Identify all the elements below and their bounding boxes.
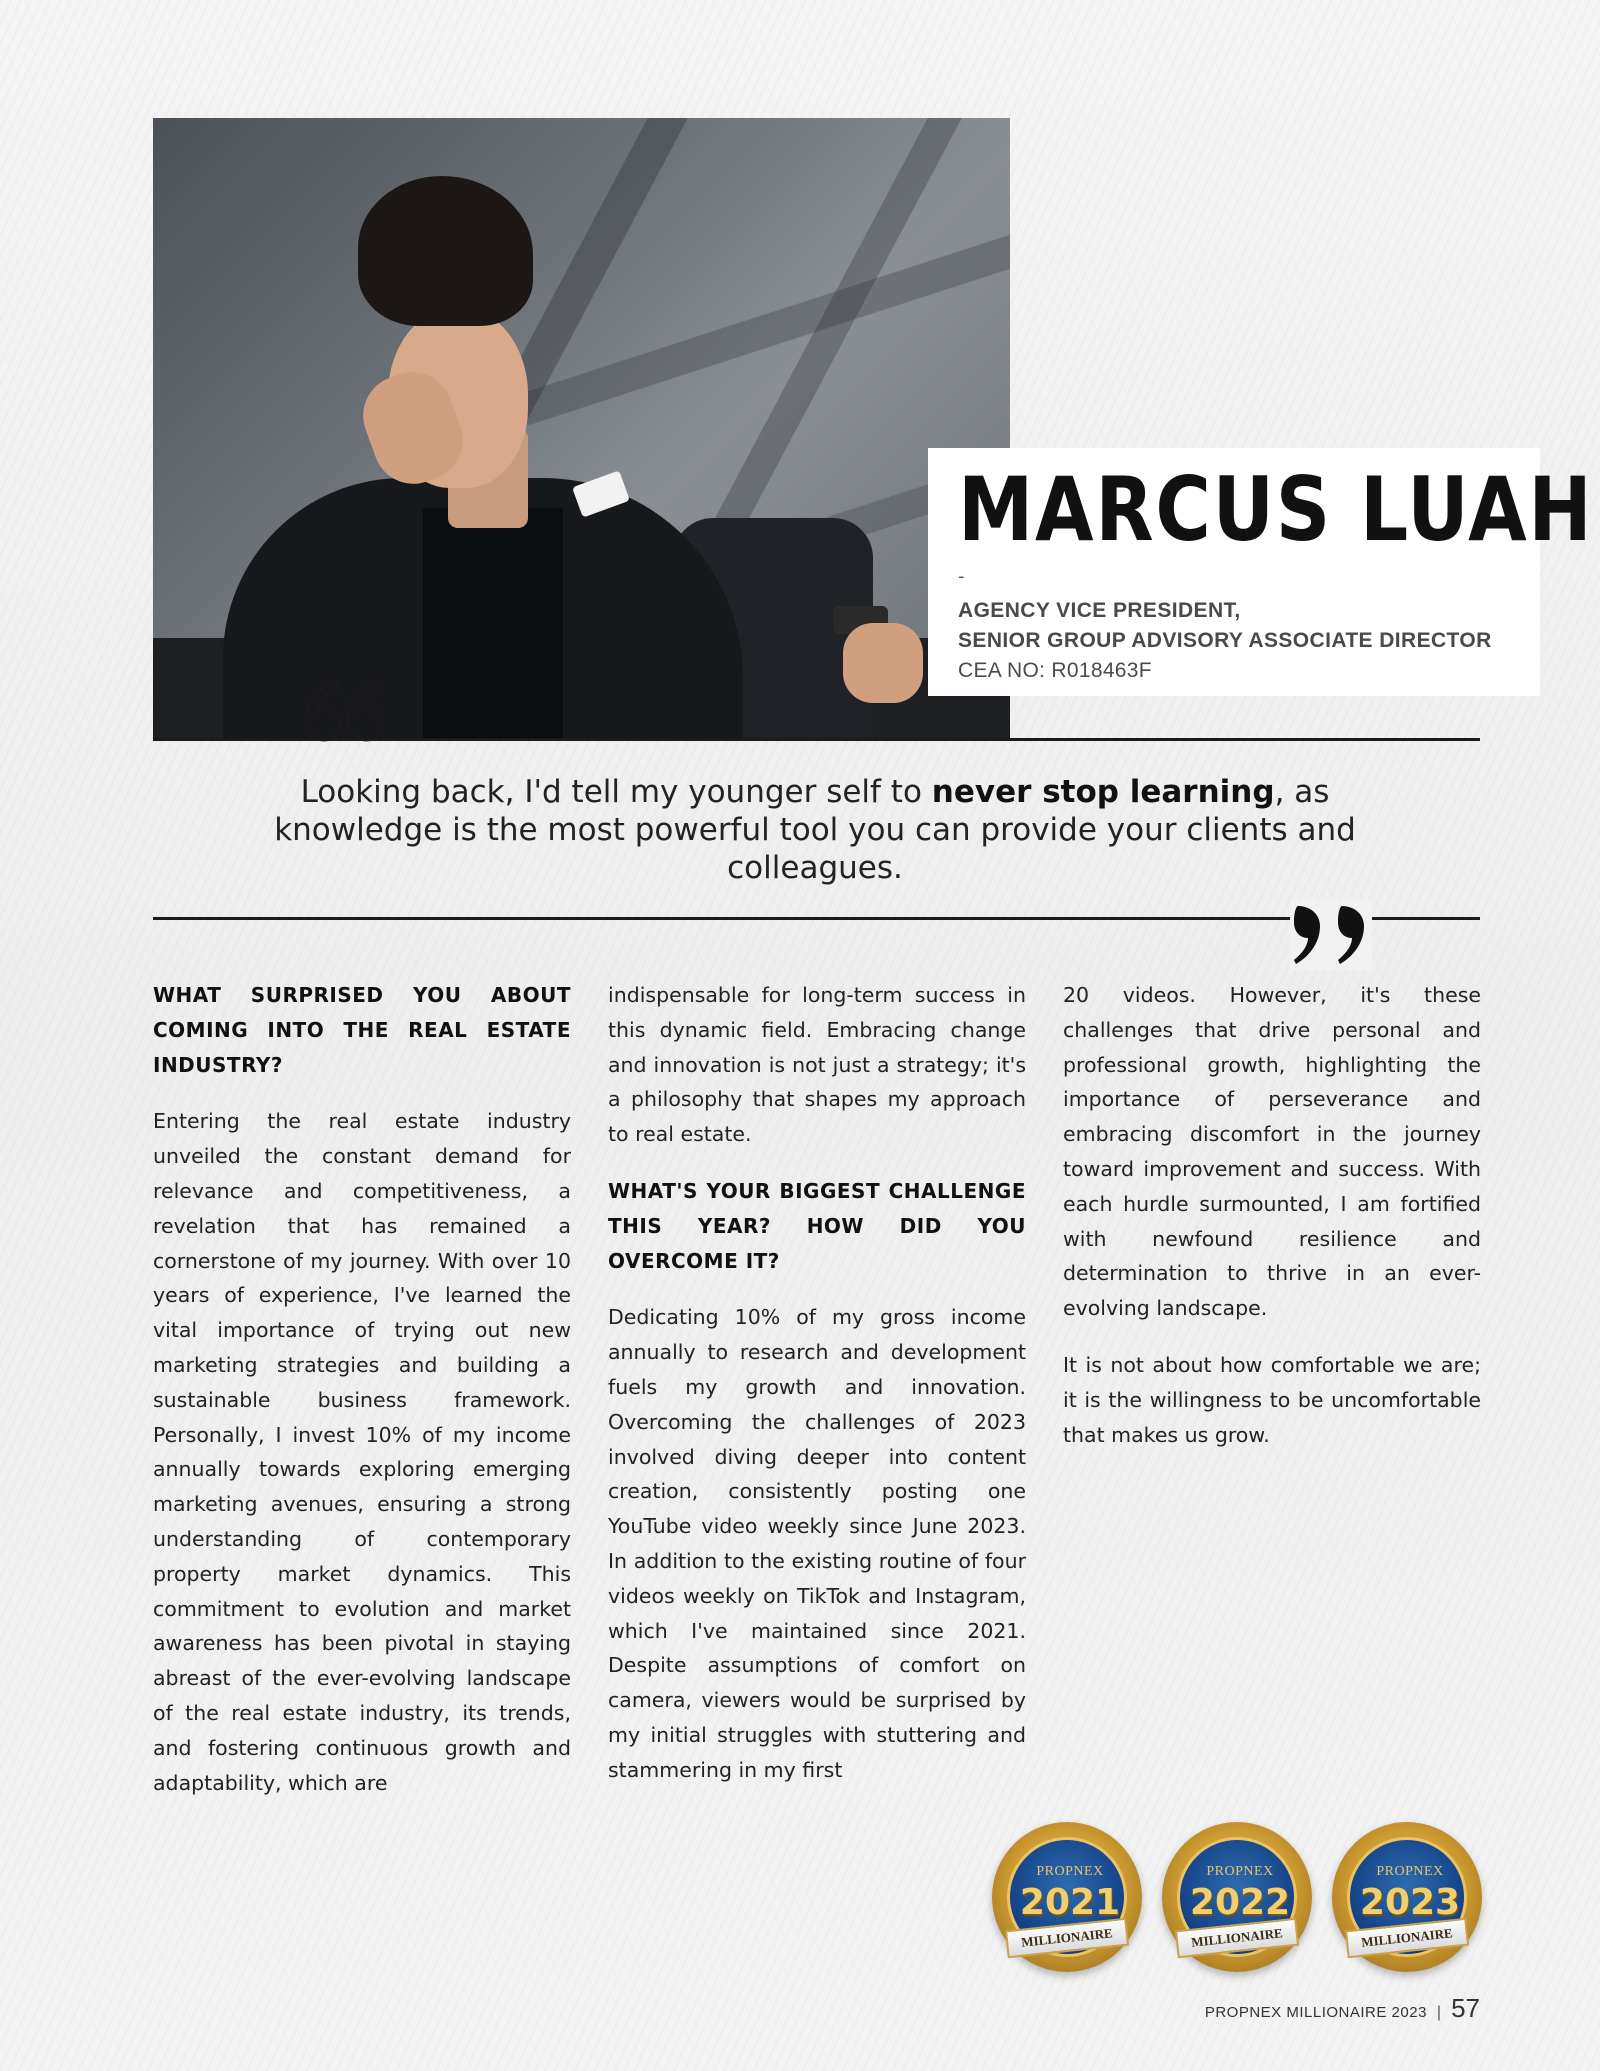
publication-title: PROPNEX MILLIONAIRE 2023: [1204, 2004, 1427, 2021]
role-title-line1: AGENCY VICE PRESIDENT,: [958, 599, 1241, 622]
page-footer: [1205, 1993, 1480, 2024]
millionaire-badge-2023: [1332, 1822, 1482, 1972]
profile-name: MARCUS LUAH: [958, 458, 1594, 561]
quote-text-end: , as knowledge is the most powerful tool you can provide your clients and colleagues.: [274, 774, 1356, 886]
badge-ribbon: MILLIONAIRE: [1175, 1918, 1299, 1959]
name-card: [928, 448, 1594, 696]
question-heading-2: WHAT'S YOUR BIGGEST CHALLENGE THIS YEAR? HOW DID YOU OVERCOME IT?: [608, 1178, 1026, 1273]
pull-quote: [230, 773, 1400, 887]
badge-brand: PROPNEX: [1206, 1864, 1274, 1879]
article-column-3: [1063, 978, 1481, 1474]
badge-year: 2021: [1019, 1882, 1121, 1923]
page-number: 57: [1451, 1993, 1480, 2023]
quote-rule-bottom: [153, 917, 1480, 920]
badge-year: 2022: [1189, 1882, 1291, 1923]
article-column-1: [153, 978, 571, 1822]
millionaire-badge-2021: [992, 1822, 1142, 1972]
quote-text-start: Looking back, I'd tell my younger self to: [300, 774, 932, 810]
footer-separator: |: [1436, 2004, 1442, 2021]
role-title-line2: SENIOR GROUP ADVISORY ASSOCIATE DIRECTOR: [958, 629, 1492, 652]
article-column-2: [608, 978, 1026, 1810]
cea-number: CEA NO: R018463F: [958, 659, 1152, 682]
open-quote-icon: [298, 668, 388, 748]
closing-paragraph: It is not about how comfortable we are; it is the willingness to be uncomfortable that makes us grow.: [1063, 1352, 1481, 1447]
quote-emphasis: never stop learning: [931, 774, 1275, 810]
answer-paragraph-1: Entering the real estate industry unveiled the constant demand for relevance and competitiveness, a revelation that has remained a cornerstone of my journey. With over 10 years of experience, I've learned the vital importance of trying out new marketing strategies and building a sustainable business framework. Personally, I invest 10% of my income annually towards exploring emerging marketing avenues, ensuring a strong understanding of contemporary property market dynamics. This commitment to evolution and market awareness has been pivotal in staying abreast of the ever-evolving landscape of the real estate industry, its trends, and fostering continuous growth and adaptability, which are: [153, 1109, 571, 1795]
name-divider: -: [958, 566, 965, 587]
badge-brand: PROPNEX: [1376, 1864, 1444, 1879]
badge-ribbon: MILLIONAIRE: [1005, 1918, 1129, 1959]
portrait-photo: [153, 118, 1010, 738]
answer-paragraph-2-continued: 20 videos. However, it's these challenges that drive personal and professional growth, highlighting the importance of perseverance and embracing discomfort in the journey toward improvement and success. With each hurdle surmounted, I am fortified with newfound resilience and determination to thrive in an ever-evolving landscape.: [1063, 983, 1481, 1321]
badge-year: 2023: [1359, 1882, 1461, 1923]
badge-brand: PROPNEX: [1036, 1864, 1104, 1879]
close-quote-icon: [1290, 900, 1372, 970]
millionaire-badge-2022: [1162, 1822, 1312, 1972]
question-heading-1: WHAT SURPRISED YOU ABOUT COMING INTO THE REAL ESTATE INDUSTRY?: [153, 983, 571, 1077]
answer-paragraph-1-continued: indispensable for long-term success in this dynamic field. Embracing change and innovation is not just a strategy; it's a philosophy that shapes my approach to real estate.: [608, 983, 1026, 1147]
badge-ribbon: MILLIONAIRE: [1345, 1918, 1469, 1959]
answer-paragraph-2: Dedicating 10% of my gross income annually to research and development fuels my growth and innovation. Overcoming the challenges of 2023 involved diving deeper into content creation, consistently posting one YouTube video weekly since June 2023. In addition to the existing routine of four videos weekly on TikTok and Instagram, which I've maintained since 2021. Despite assumptions of comfort on camera, viewers would be surprised by my initial struggles with stuttering and stammering in my first: [608, 1305, 1026, 1782]
